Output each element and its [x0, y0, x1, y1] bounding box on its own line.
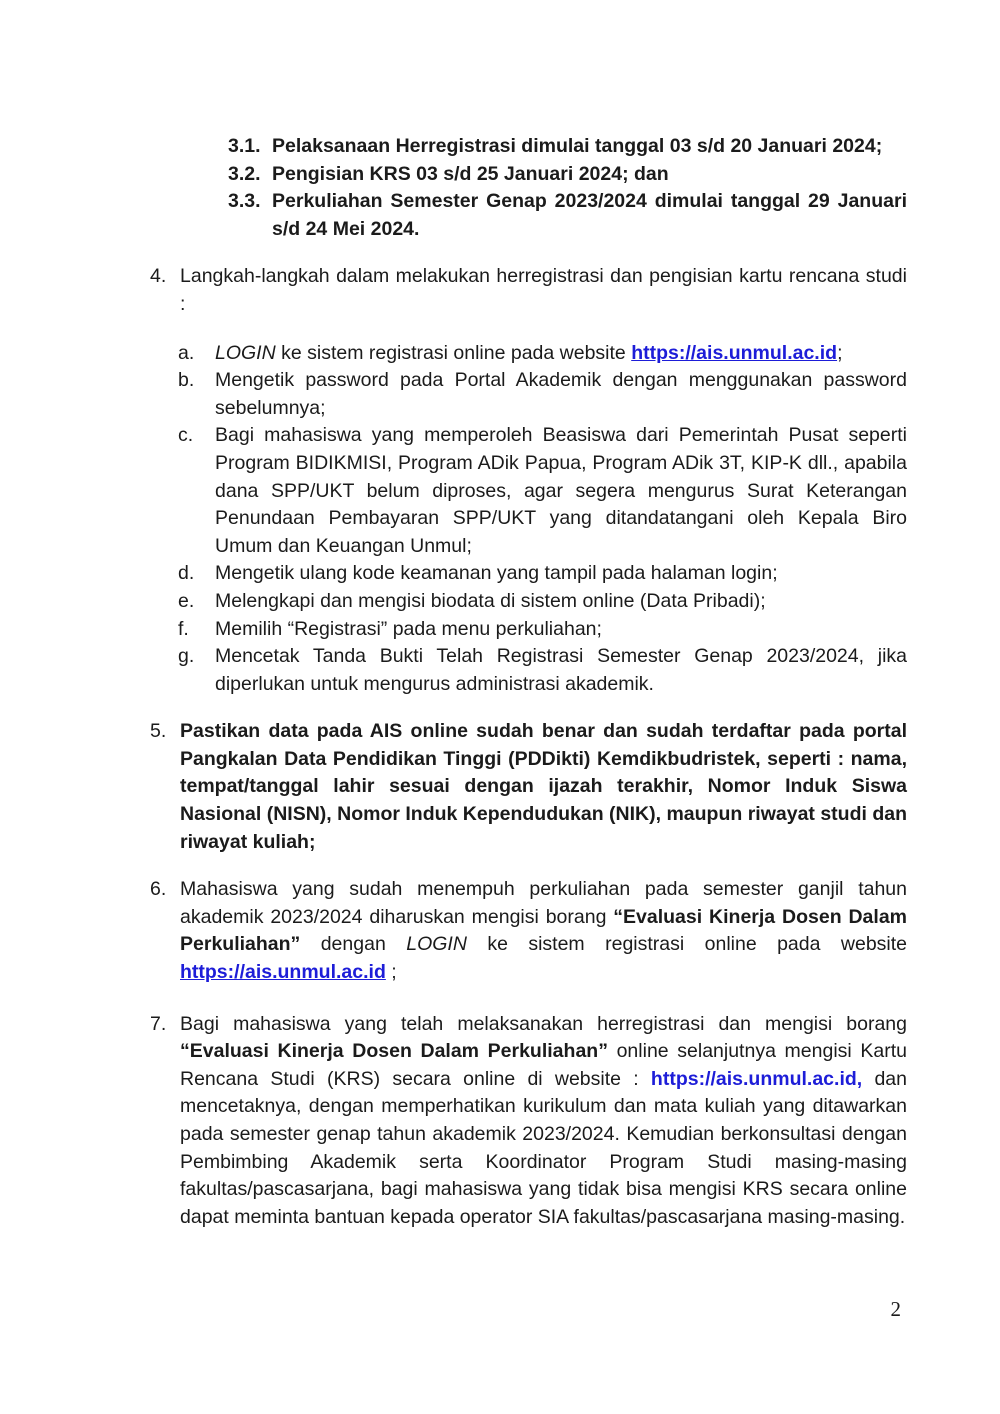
- text-run: dengan: [300, 933, 407, 956]
- item-5-paragraph: [180, 718, 907, 856]
- text-run: dan mencetaknya, dengan memperhatikan kurikulum dan mata kuliah yang ditawarkan pada semester genap tahun akademik 2023/2024. Kemudian berkonsultasi dengan Pembimbing Akademik serta Koordinator Program Studi masing-masing fakultas/pascasarjana, bagi mahasiswa yang tidak bisa mengisi KRS secara online dapat meminta bantuan kepada operator SIA fakultas/pascasarjana masing-masing.: [180, 1067, 907, 1228]
- item-5-body: [180, 718, 907, 856]
- item-text: [215, 643, 907, 698]
- lettered-list-item: [178, 616, 907, 644]
- item-7: [150, 1011, 907, 1232]
- text-run: Melengkapi dan mengisi biodata di sistem online (Data Pribadi);: [215, 589, 766, 612]
- numbered-sub-item: [228, 161, 907, 189]
- item-text: [272, 133, 907, 161]
- item-6-paragraph: [180, 876, 907, 986]
- item-marker: f.: [178, 617, 189, 640]
- item-text: [272, 188, 907, 243]
- item-text: [272, 161, 907, 189]
- item-marker: b.: [178, 369, 195, 392]
- hyperlink-url[interactable]: https://ais.unmul.ac.id,: [650, 1067, 863, 1090]
- lettered-list-item: [178, 588, 907, 616]
- item-5: [150, 718, 907, 856]
- text-run: ;: [837, 341, 843, 364]
- numbered-sub-item: [228, 133, 907, 161]
- lettered-list-item: [178, 422, 907, 560]
- text-run: ;: [385, 961, 397, 984]
- item-text: [215, 367, 907, 422]
- text-run: LOGIN: [215, 341, 276, 364]
- text-run: Memilih “Registrasi” pada menu perkuliahan;: [215, 617, 602, 640]
- item-text: [215, 588, 907, 616]
- item-4-body: [180, 263, 907, 698]
- text-run: ke sistem registrasi online pada website: [466, 933, 908, 956]
- item-text: [215, 422, 907, 560]
- item-6: [150, 876, 907, 986]
- lettered-list-item: [178, 560, 907, 588]
- numbered-sub-item: [228, 188, 907, 243]
- item-marker: 3.1.: [228, 135, 261, 157]
- text-run: Bagi mahasiswa yang memperoleh Beasiswa dari Pemerintah Pusat seperti Program BIDIKMISI, Program ADik Papua, Program ADik 3T, KIP-K dll., apabila dana SPP/UKT belum diproses, agar segera mengurus Surat Keterangan Penundaan Pembayaran SPP/UKT yang ditandatangani oleh Kepala Biro Umum dan Keuangan Unmul;: [215, 424, 907, 557]
- text-run: “Evaluasi Kinerja Dosen Dalam Perkuliahan”: [180, 905, 907, 956]
- lettered-list-item: [178, 340, 907, 368]
- item-6-number: 6.: [150, 878, 167, 901]
- text-run: online selanjutnya mengisi Kartu Rencana Studi (KRS) secara online di website :: [180, 1040, 907, 1090]
- item-4: [150, 263, 907, 698]
- item-6-body: [180, 876, 907, 986]
- lettered-list-item: [178, 643, 907, 698]
- item-marker: 3.3.: [228, 190, 261, 213]
- item-text: [215, 340, 907, 368]
- text-run: “Evaluasi Kinerja Dosen Dalam Perkuliahan”: [180, 1040, 608, 1063]
- text-run: LOGIN: [406, 933, 467, 956]
- text-run: Mencetak Tanda Bukti Telah Registrasi Semester Genap 2023/2024, jika diperlukan untuk mengurus administrasi akademik.: [215, 645, 907, 695]
- item-4-lettered-list: [178, 340, 907, 699]
- text-run: Perkuliahan Semester Genap 2023/2024 dimulai tanggal 29 Januari s/d 24 Mei 2024.: [272, 190, 907, 240]
- item-marker: a.: [178, 341, 195, 364]
- item-5-number: 5.: [150, 720, 167, 743]
- item-4-number: 4.: [150, 265, 167, 288]
- item-text: [215, 616, 907, 644]
- document-content: [150, 133, 907, 1251]
- item-7-paragraph: [180, 1011, 907, 1232]
- text-run: Langkah-langkah dalam melakukan herregistrasi dan pengisian kartu rencana studi :: [180, 265, 907, 315]
- item-text: [215, 560, 907, 588]
- text-run: Mengetik password pada Portal Akademik dengan menggunakan password sebelumnya;: [215, 369, 907, 419]
- hyperlink-url[interactable]: https://ais.unmul.ac.id: [631, 341, 838, 364]
- text-run: ke sistem registrasi online pada website: [275, 341, 632, 364]
- text-run: Pengisian KRS 03 s/d 25 Januari 2024; dan: [272, 162, 669, 185]
- text-run: Pelaksanaan Herregistrasi dimulai tanggal 03 s/d 20 Januari 2024;: [272, 135, 883, 157]
- item-marker: d.: [178, 562, 195, 585]
- section-3-sublist: [150, 133, 907, 243]
- text-run: Pastikan data pada AIS online sudah benar dan sudah terdaftar pada portal Pangkalan Data Pendidikan Tinggi (PDDikti) Kemdikbudristek, seperti : nama, tempat/tanggal lahir sesuai dengan ijazah terakhir, Nomor Induk Siswa Nasional (NISN), Nomor Induk Kependudukan (NIK), maupun riwayat studi dan riwayat kuliah;: [180, 720, 907, 853]
- item-marker: g.: [178, 645, 195, 668]
- item-marker: e.: [178, 589, 195, 612]
- text-run: Mahasiswa yang sudah menempuh perkuliahan pada semester ganjil tahun akademik 2023/2024 diharuskan mengisi borang: [180, 878, 907, 928]
- item-marker: c.: [178, 424, 194, 447]
- text-run: Bagi mahasiswa yang telah melaksanakan herregistrasi dan mengisi borang: [180, 1012, 907, 1035]
- hyperlink-url[interactable]: https://ais.unmul.ac.id: [180, 961, 386, 984]
- item-7-number: 7.: [150, 1012, 167, 1035]
- item-4-intro: [180, 263, 907, 318]
- item-7-body: [180, 1011, 907, 1232]
- lettered-list-item: [178, 367, 907, 422]
- text-run: Mengetik ulang kode keamanan yang tampil pada halaman login;: [215, 562, 778, 585]
- item-marker: 3.2.: [228, 162, 261, 185]
- page-number: 2: [890, 1297, 901, 1321]
